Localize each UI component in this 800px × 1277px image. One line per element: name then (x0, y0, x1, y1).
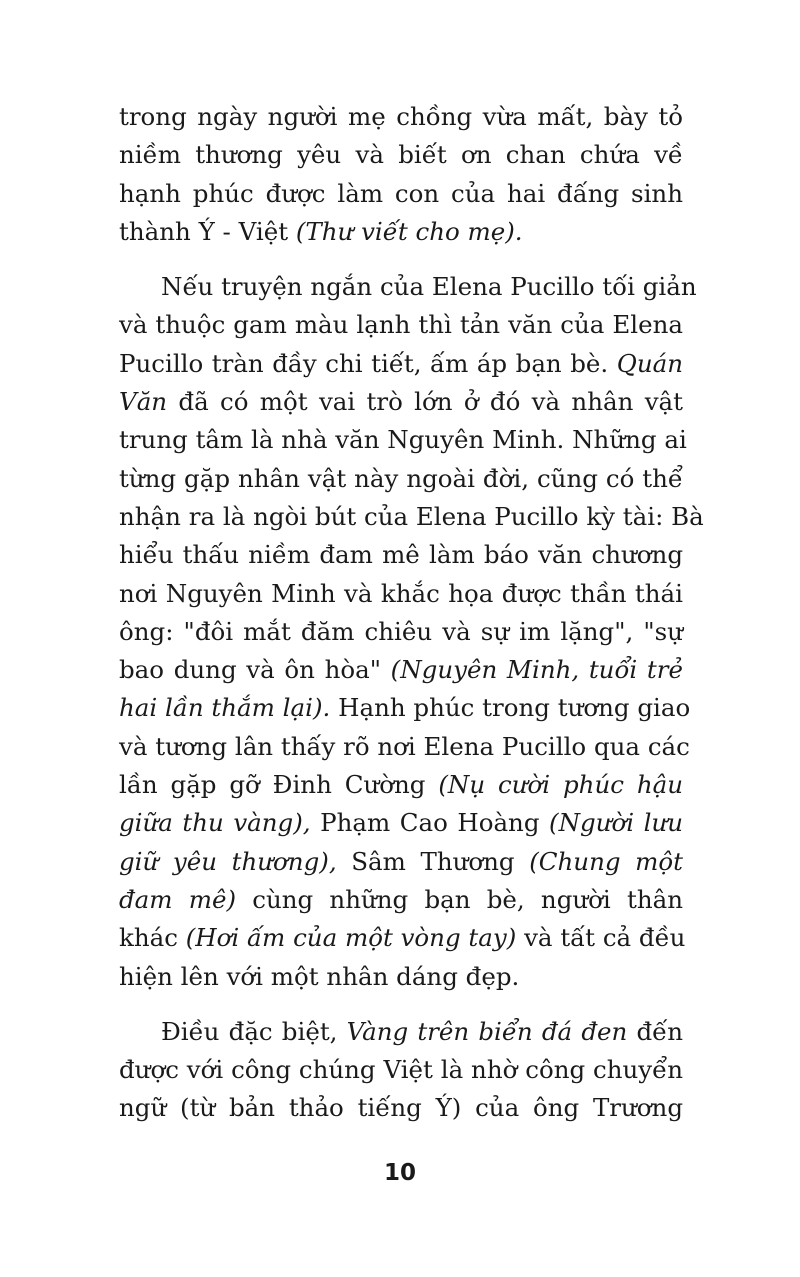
text-line: nhận ra là ngòi bút của Elena Pucillo kỳ tài: Bà (119, 501, 704, 531)
text-line: bao dung và ôn hòa" (Nguyên Minh, tuổi trẻ (119, 655, 683, 685)
text-line: giữ yêu thương), Sâm Thương (Chung một (119, 846, 683, 876)
text-line: và tương lân thấy rõ nơi Elena Pucillo qua các (119, 731, 690, 761)
text-line: khác (Hơi ấm của một vòng tay) và tất cả đều (119, 923, 686, 953)
text-line: từng gặp nhân vật này ngoài đời, cũng có thể (119, 463, 683, 493)
text-line: nơi Nguyên Minh và khắc họa được thần thái (119, 578, 683, 608)
text-line: Văn đã có một vai trò lớn ở đó và nhân vật (119, 387, 683, 417)
paragraph-gap (119, 996, 683, 1013)
text-line: niềm thương yêu và biết ơn chan chứa về (119, 140, 683, 170)
text-line: đam mê) cùng những bạn bè, người thân (119, 884, 683, 914)
text-line: lần gặp gỡ Đinh Cường (Nụ cười phúc hậu (119, 770, 683, 800)
text-line: được với công chúng Việt là nhờ công chuyển (119, 1055, 683, 1085)
text-line: trung tâm là nhà văn Nguyên Minh. Những ai (119, 425, 687, 455)
text-line: trong ngày người mẹ chồng vừa mất, bày tỏ (119, 102, 683, 131)
text-line: hai lần thắm lại). Hạnh phúc trong tương giao (119, 693, 691, 723)
text-line: hạnh phúc được làm con của hai đấng sinh (119, 178, 683, 208)
text-line-first: Điều đặc biệt, Vàng trên biển đá đen đến (161, 1016, 684, 1046)
text-line: và thuộc gam màu lạnh thì tản văn của Elena (119, 310, 683, 340)
text-line-last: thành Ý - Việt (Thư viết cho mẹ). (119, 216, 523, 246)
text-line-last: hiện lên với một nhân dáng đẹp. (119, 961, 520, 991)
text-line: hiểu thấu niềm đam mê làm báo văn chương (119, 540, 683, 570)
page-body (119, 98, 704, 1128)
text-line: ông: "đôi mắt đăm chiêu và sự im lặng", "sự (119, 616, 683, 646)
text-line: ngữ (từ bản thảo tiếng Ý) của ông Trương (119, 1093, 683, 1123)
text-line: giữa thu vàng), Phạm Cao Hoàng (Người lưu (119, 808, 683, 838)
text-line: Pucillo tràn đầy chi tiết, ấm áp bạn bè. Quán (119, 348, 683, 378)
paragraph-gap (119, 251, 683, 268)
text-line-first: Nếu truyện ngắn của Elena Pucillo tối giản (161, 272, 697, 302)
page-number: 10 (383, 1160, 416, 1186)
